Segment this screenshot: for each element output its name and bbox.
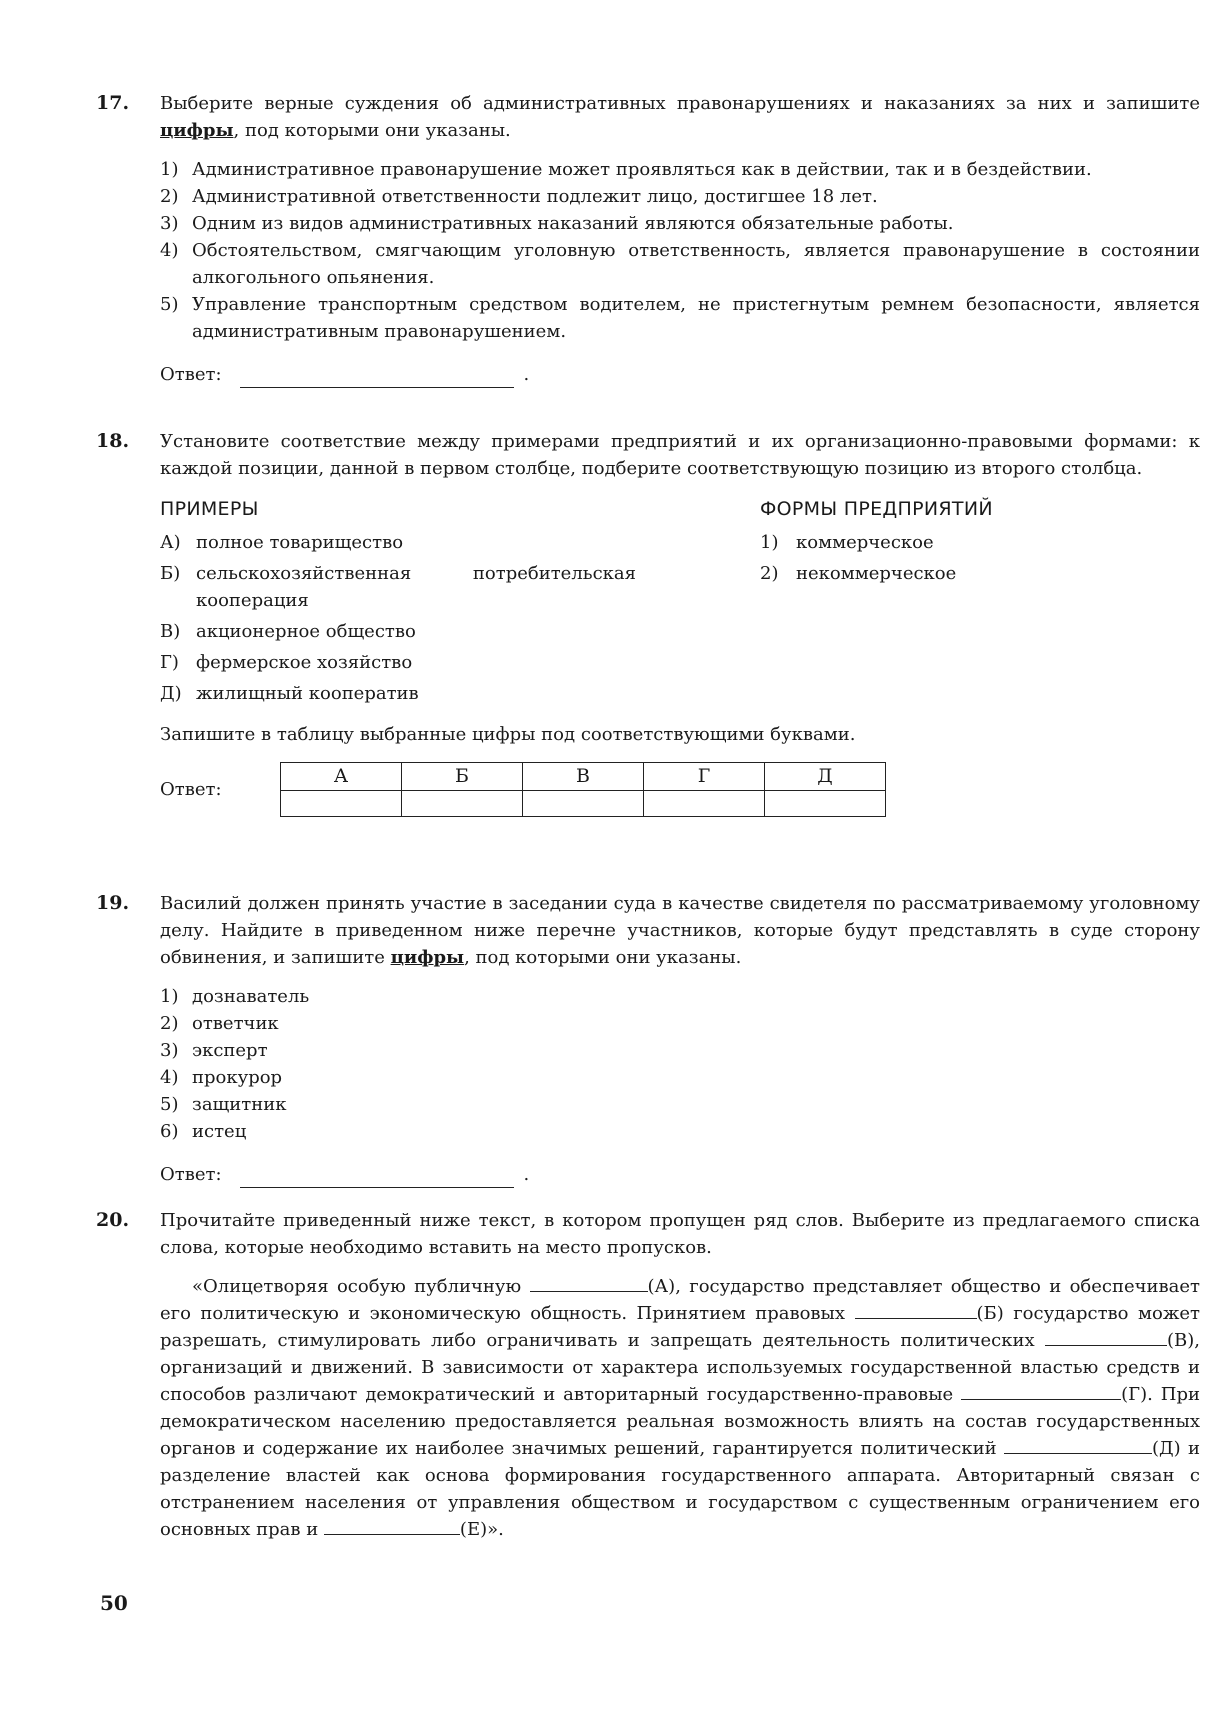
gap-e[interactable] [1004, 1435, 1152, 1454]
answer-dot: . [523, 1164, 530, 1185]
answer-table [280, 762, 886, 817]
task-number: 17. [96, 92, 130, 114]
task-number: 20. [96, 1209, 130, 1231]
task-20 [96, 1207, 1200, 1543]
list-item: 6) истец [160, 1121, 247, 1142]
table-answer-row [281, 791, 886, 817]
prompt-emphasis: цифры [160, 120, 234, 141]
gap-a[interactable] [530, 1273, 648, 1292]
list-item: 4) прокурор [160, 1067, 283, 1088]
gap-b[interactable] [855, 1300, 977, 1319]
examples-column [160, 496, 760, 711]
list-item: Г) фермерское хозяйство [160, 652, 413, 673]
table-header-cell: А [281, 763, 402, 791]
answer-cell[interactable] [402, 791, 523, 817]
answer-blank[interactable] [240, 1167, 514, 1188]
list-item: 2) Административной ответственности подлежит лицо, достигшее 18 лет. [160, 186, 878, 207]
task-body [160, 90, 1200, 388]
option-list [160, 983, 1200, 1145]
gap-c[interactable] [1045, 1327, 1167, 1346]
table-header-cell: Д [765, 763, 886, 791]
task-prompt: Установите соответствие между примерами предприятий и их организационно-правовыми формами: к каждой позиции, данной в первом столбце, подберите соответствующую позицию из второго столбца. [160, 431, 1200, 479]
table-header-row [281, 763, 886, 791]
answer-row [160, 762, 1200, 817]
answer-blank[interactable] [240, 367, 514, 388]
task-prompt [160, 90, 1200, 144]
table-header-cell: Г [644, 763, 765, 791]
list-item: Б) сельскохозяйственная потребительская кооперация [160, 563, 636, 611]
answer-row [160, 361, 1200, 388]
list-item: 4) Обстоятельством, смягчающим уголовную ответственность, является правонарушение в состоянии алкогольного опьянения. [160, 240, 1200, 288]
list-item: Д) жилищный кооператив [160, 683, 419, 704]
prompt-emphasis: цифры [390, 947, 465, 968]
gap-f[interactable] [324, 1516, 460, 1535]
list-item: 2) некоммерческое [760, 563, 957, 584]
table-header-cell: Б [402, 763, 523, 791]
forms-heading: ФОРМЫ ПРЕДПРИЯТИЙ [760, 498, 993, 520]
list-item: 1) Административное правонарушение может проявляться как в действии, так и в бездействии. [160, 159, 1092, 180]
list-item: 1) коммерческое [760, 532, 934, 553]
answer-label: Ответ: [160, 364, 222, 385]
list-item: 1) дознаватель [160, 986, 310, 1007]
task-body [160, 890, 1200, 1188]
task-19 [96, 890, 1200, 1188]
examples-list [160, 529, 760, 707]
answer-dot: . [523, 364, 530, 385]
matching-columns [160, 496, 1200, 711]
prompt-text: Выберите верные суждения об административных правонарушениях и наказаниях за них и запишите [160, 93, 1200, 114]
list-item: 5) защитник [160, 1094, 287, 1115]
prompt-text: Василий должен принять участие в заседании суда в качестве свидетеля по рассматриваемому уголовному делу. Найдите в приведенном ниже перечне участников, которые будут представлять в суде сторону обвинения, и запишите [160, 893, 1200, 968]
task-17 [96, 90, 1200, 388]
task-number: 19. [96, 892, 130, 914]
answer-cell[interactable] [523, 791, 644, 817]
task-body [160, 1207, 1200, 1543]
list-item: 5) Управление транспортным средством водителем, не пристегнутым ремнем безопасности, является административным правонарушением. [160, 294, 1200, 342]
forms-column [760, 496, 1200, 711]
prompt-text-end: , под которыми они указаны. [233, 120, 511, 141]
answer-cell[interactable] [644, 791, 765, 817]
page-number: 50 [100, 1591, 128, 1615]
prompt-text-end: , под которыми они указаны. [464, 947, 742, 968]
task-number: 18. [96, 430, 130, 452]
task-18 [96, 428, 1200, 817]
list-item: 3) Одним из видов административных наказаний являются обязательные работы. [160, 213, 954, 234]
gap-d[interactable] [961, 1381, 1121, 1400]
table-header-cell: В [523, 763, 644, 791]
fill-in-text: «Олицетворяя особую публичную (А), государство представляет общество и обеспечивает его политическую и экономическую общность. Принятием правовых (Б) государство может разрешать, стимулировать либо ограничивать и запрещать деятельность политических (В), организаций и движений. В зависимости от характера используемых государственной властью средств и способов различают демократический и авторитарный государственно-правовые (Г). При демократическом населению предоставляется реальная возможность влиять на состав государственных органов и содержание их наиболее значимых решений, гарантируется политический (Д) и разделение властей как основа формирования государственного аппарата. Авторитарный связан с отстранением населения от управления обществом и государством с существенным ограничением его основных прав и (Е)». [160, 1273, 1200, 1543]
answer-cell[interactable] [765, 791, 886, 817]
list-item: 3) эксперт [160, 1040, 268, 1061]
answer-row [160, 1161, 1200, 1188]
list-item: 2) ответчик [160, 1013, 279, 1034]
examples-heading: ПРИМЕРЫ [160, 498, 259, 520]
forms-list [760, 529, 1200, 587]
list-item: В) акционерное общество [160, 621, 416, 642]
task-prompt: Прочитайте приведенный ниже текст, в котором пропущен ряд слов. Выберите из предлагаемого списка слова, которые необходимо вставить на место пропусков. [160, 1210, 1200, 1258]
answer-label: Ответ: [160, 779, 222, 800]
option-list [160, 156, 1200, 345]
task-body [160, 428, 1200, 817]
list-item: А) полное товарищество [160, 532, 404, 553]
task-prompt [160, 890, 1200, 971]
table-instruction: Запишите в таблицу выбранные цифры под соответствующими буквами. [160, 724, 856, 745]
answer-label: Ответ: [160, 1164, 222, 1185]
answer-cell[interactable] [281, 791, 402, 817]
